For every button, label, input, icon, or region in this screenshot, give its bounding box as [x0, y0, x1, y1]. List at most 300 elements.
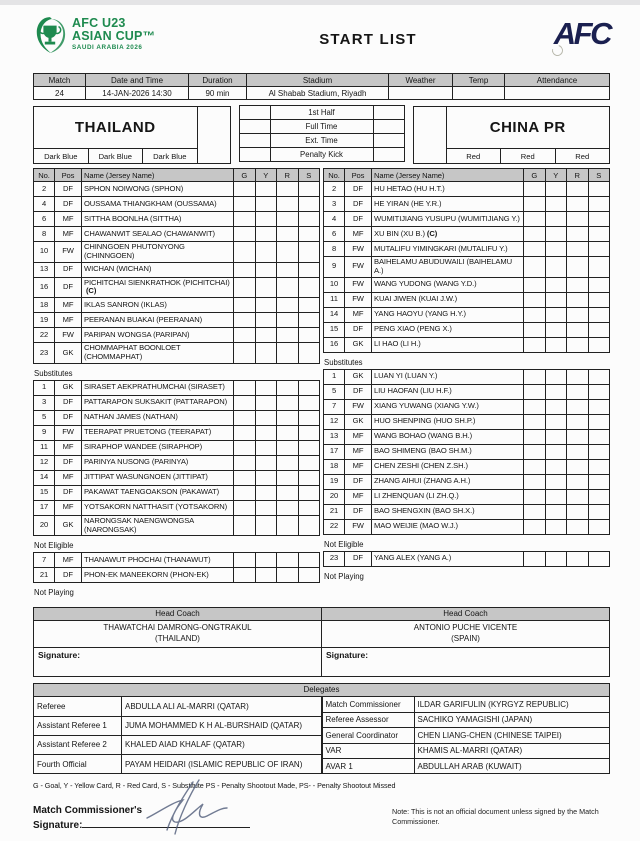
player-position: MF: [345, 307, 372, 322]
goal-cell: [524, 242, 546, 257]
player-name-text: NARONGSAK NAENGWONGSA (NARONGSAK): [84, 515, 194, 534]
substitute-cell: [298, 227, 320, 242]
match-info-value-cell: [453, 87, 505, 100]
substitute-cell: [298, 440, 320, 455]
player-name: [82, 277, 234, 298]
home-score-box: [239, 119, 271, 134]
yellow-card-cell: [545, 459, 567, 474]
substitute-cell: [298, 277, 320, 298]
player-name: [82, 182, 234, 197]
player-name-text: ZHANG AIHUI (ZHANG A.H.): [374, 476, 471, 486]
substitute-cell: [588, 444, 610, 459]
player-row: [34, 425, 320, 440]
red-card-cell: [277, 343, 299, 364]
player-number: 1: [34, 380, 55, 395]
col-header-red: R: [567, 169, 589, 182]
substitute-cell: [298, 500, 320, 515]
goal-cell: [234, 182, 256, 197]
player-row: [34, 470, 320, 485]
away-coach-title: Head Coach: [322, 608, 609, 621]
substitute-cell: [588, 212, 610, 227]
player-name-text: LUAN YI (LUAN Y.): [374, 371, 438, 381]
player-name: [82, 227, 234, 242]
col-header-yellow: Y: [255, 169, 277, 182]
goal-cell: [234, 380, 256, 395]
home-coach-name: [34, 621, 321, 648]
player-name: [372, 504, 524, 519]
goal-cell: [234, 440, 256, 455]
goal-cell: [524, 519, 546, 534]
red-card-cell: [277, 212, 299, 227]
player-position: DF: [55, 182, 82, 197]
player-position: FW: [55, 328, 82, 343]
player-name-text: JITTIPAT WASUNGNOEN (JITTIPAT): [84, 472, 208, 482]
yellow-card-cell: [255, 313, 277, 328]
player-name-text: HU HETAO (HU H.T.): [374, 183, 445, 193]
home-kit-colors: [34, 148, 197, 163]
player-name-text: HE YIRAN (HE Y.R.): [374, 198, 442, 208]
match-info-header-cell: Duration: [189, 74, 247, 87]
substitute-cell: [588, 337, 610, 352]
player-name: [372, 227, 524, 242]
red-card-cell: [277, 328, 299, 343]
document-footer: [33, 804, 610, 832]
player-position: MF: [345, 444, 372, 459]
player-row: [324, 429, 610, 444]
player-number: 5: [324, 384, 345, 399]
player-name-text: PATTARAPON SUKSAKIT (PATTARAPON): [84, 397, 228, 407]
player-number: 1: [324, 369, 345, 384]
goal-cell: [524, 182, 546, 197]
red-card-cell: [277, 485, 299, 500]
goal-cell: [234, 298, 256, 313]
player-name: [82, 485, 234, 500]
red-card-cell: [567, 182, 589, 197]
player-number: 23: [34, 343, 55, 364]
yellow-card-cell: [255, 395, 277, 410]
player-position: MF: [55, 227, 82, 242]
player-name-text: YANG HAOYU (YANG H.Y.): [374, 309, 466, 319]
player-position: GK: [55, 515, 82, 536]
col-header-name: Name (Jersey Name): [372, 169, 524, 182]
player-row: [34, 197, 320, 212]
player-number: 15: [324, 322, 345, 337]
player-number: 10: [324, 277, 345, 292]
player-name-text: BAO SHIMENG (BAO SH.M.): [374, 446, 472, 456]
player-row: [324, 242, 610, 257]
player-number: 9: [324, 257, 345, 278]
player-name: [82, 262, 234, 277]
player-position: FW: [345, 399, 372, 414]
red-card-cell: [277, 470, 299, 485]
yellow-card-cell: [545, 369, 567, 384]
substitute-cell: [588, 414, 610, 429]
tournament-name-line3: SAUDI ARABIA 2026: [72, 43, 143, 51]
delegate-name: SACHIKO YAMAGISHI (JAPAN): [414, 712, 610, 727]
player-row: [34, 455, 320, 470]
player-name-text: CHAWANWIT SEALAO (CHAWANWIT): [84, 228, 215, 238]
afc-logo: [518, 18, 610, 49]
goal-cell: [524, 384, 546, 399]
player-position: FW: [345, 277, 372, 292]
substitute-cell: [588, 399, 610, 414]
yellow-card-cell: [255, 277, 277, 298]
yellow-card-cell: [255, 553, 277, 568]
player-row: [324, 489, 610, 504]
head-coach-block: [33, 607, 610, 677]
home-coach-country: (THAILAND): [155, 634, 200, 644]
player-name: [372, 257, 524, 278]
player-name-text: TEERAPAT PRUETONG (TEERAPAT): [84, 427, 212, 437]
match-info-header-cell: Stadium: [247, 74, 389, 87]
red-card-cell: [567, 414, 589, 429]
substitute-cell: [588, 307, 610, 322]
player-number: 20: [34, 515, 55, 536]
goal-cell: [524, 227, 546, 242]
col-header-sub: S: [588, 169, 610, 182]
player-name-text: THANAWUT PHOCHAI (THANAWUT): [84, 554, 211, 564]
delegate-name: PAYAM HEIDARI (ISLAMIC REPUBLIC OF IRAN): [122, 755, 322, 774]
yellow-card-cell: [255, 298, 277, 313]
kit-color-cell: Dark Blue: [89, 149, 144, 163]
match-info-header-cell: Weather: [389, 74, 453, 87]
player-name-text: NATHAN JAMES (NATHAN): [84, 412, 178, 422]
page-title: START LIST: [319, 31, 417, 48]
player-name-text: SIRASET AEKPRATHUMCHAI (SIRASET): [84, 382, 225, 392]
player-name-text: LI HAO (LI H.): [374, 339, 421, 349]
goal-cell: [524, 337, 546, 352]
player-name: [82, 212, 234, 227]
substitute-cell: [588, 459, 610, 474]
player-name-text: LI ZHENQUAN (LI ZH.Q.): [374, 491, 459, 501]
player-name-text: SIRAPHOP WANDEE (SIRAPHOP): [84, 442, 203, 452]
delegate-row: [322, 743, 610, 758]
yellow-card-cell: [255, 262, 277, 277]
player-name-text: XU BIN (XU B.): [374, 228, 425, 238]
yellow-card-cell: [545, 519, 567, 534]
player-row: [34, 262, 320, 277]
player-number: 7: [34, 553, 55, 568]
delegate-name: KHAMIS AL-MARRI (QATAR): [414, 743, 610, 758]
red-card-cell: [277, 380, 299, 395]
player-number: 2: [34, 182, 55, 197]
away-score-side-cell: [413, 106, 446, 164]
goal-cell: [234, 425, 256, 440]
player-row: [34, 568, 320, 583]
goal-cell: [234, 500, 256, 515]
substitute-cell: [588, 384, 610, 399]
player-name: [372, 307, 524, 322]
player-name: [82, 242, 234, 263]
player-name-text: YOTSAKORN NATTHASIT (YOTSAKORN): [84, 502, 228, 512]
player-position: GK: [55, 343, 82, 364]
player-name: [372, 384, 524, 399]
player-position: DF: [55, 197, 82, 212]
red-card-cell: [567, 322, 589, 337]
player-number: 6: [34, 212, 55, 227]
yellow-card-cell: [545, 399, 567, 414]
goal-cell: [234, 343, 256, 364]
player-row: [324, 551, 610, 566]
delegate-row: [34, 716, 322, 735]
delegate-name: ILDAR GARIFULIN (KYRGYZ REPUBLIC): [414, 697, 610, 712]
yellow-card-cell: [545, 182, 567, 197]
yellow-card-cell: [255, 212, 277, 227]
red-card-cell: [567, 459, 589, 474]
player-row: [34, 410, 320, 425]
away-not-eligible-label: Not Eligible: [324, 539, 364, 549]
yellow-card-cell: [255, 568, 277, 583]
score-row: [239, 147, 405, 162]
player-row: [34, 515, 320, 536]
player-number: 11: [324, 292, 345, 307]
away-score-box: [373, 105, 405, 120]
player-row: [34, 298, 320, 313]
col-header-no: No.: [34, 169, 55, 182]
kit-color-cell: Red: [501, 149, 556, 163]
red-card-cell: [277, 227, 299, 242]
substitute-cell: [588, 369, 610, 384]
goal-cell: [524, 292, 546, 307]
player-number: 3: [324, 197, 345, 212]
substitute-cell: [298, 298, 320, 313]
player-position: DF: [55, 455, 82, 470]
player-row: [324, 337, 610, 352]
yellow-card-cell: [255, 197, 277, 212]
home-score-box: [239, 147, 271, 162]
home-substitutes-label: Substitutes: [34, 368, 73, 378]
away-team-block: [413, 106, 611, 164]
player-row: [34, 277, 320, 298]
player-position: DF: [55, 262, 82, 277]
away-starters-table: [323, 168, 610, 353]
yellow-card-cell: [255, 485, 277, 500]
substitute-cell: [588, 257, 610, 278]
match-info-table: [33, 73, 610, 100]
away-score-box: [373, 119, 405, 134]
substitute-cell: [298, 182, 320, 197]
goal-cell: [234, 455, 256, 470]
yellow-card-cell: [545, 414, 567, 429]
rosters: [33, 168, 610, 599]
col-header-yellow: Y: [545, 169, 567, 182]
player-row: [324, 257, 610, 278]
player-name: [372, 292, 524, 307]
red-card-cell: [277, 277, 299, 298]
score-row-label: 1st Half: [270, 105, 374, 120]
player-name: [82, 425, 234, 440]
red-card-cell: [277, 262, 299, 277]
player-row: [324, 444, 610, 459]
yellow-card-cell: [255, 410, 277, 425]
yellow-card-cell: [255, 182, 277, 197]
commissioner-signature-label: Signature:: [33, 819, 83, 831]
player-position: MF: [55, 440, 82, 455]
goal-cell: [234, 313, 256, 328]
player-row: [324, 307, 610, 322]
substitute-cell: [298, 197, 320, 212]
red-card-cell: [277, 197, 299, 212]
goal-cell: [524, 257, 546, 278]
goal-cell: [234, 395, 256, 410]
player-name: [372, 444, 524, 459]
substitute-cell: [588, 277, 610, 292]
player-position: DF: [345, 197, 372, 212]
player-row: [34, 380, 320, 395]
goal-cell: [234, 212, 256, 227]
yellow-card-cell: [545, 277, 567, 292]
player-position: DF: [345, 212, 372, 227]
substitute-cell: [588, 322, 610, 337]
home-substitutes-table: [33, 380, 320, 537]
delegate-row: [322, 712, 610, 727]
red-card-cell: [277, 313, 299, 328]
player-number: 16: [324, 337, 345, 352]
yellow-card-cell: [255, 380, 277, 395]
goal-cell: [234, 470, 256, 485]
goal-cell: [234, 568, 256, 583]
red-card-cell: [277, 410, 299, 425]
player-position: MF: [345, 459, 372, 474]
yellow-card-cell: [545, 444, 567, 459]
player-row: [324, 292, 610, 307]
player-number: 13: [324, 429, 345, 444]
substitute-cell: [298, 262, 320, 277]
red-card-cell: [567, 489, 589, 504]
delegate-role: Assistant Referee 2: [34, 735, 122, 754]
delegates-section: [33, 683, 610, 774]
yellow-card-cell: [545, 474, 567, 489]
delegate-role: General Coordinator: [322, 728, 414, 743]
player-position: FW: [55, 425, 82, 440]
substitute-cell: [298, 242, 320, 263]
player-name: [82, 197, 234, 212]
player-name-text: WUMITIJIANG YUSUPU (WUMITIJIANG Y.): [374, 213, 520, 223]
delegate-row: [322, 758, 610, 773]
goal-cell: [524, 429, 546, 444]
tournament-logo: [33, 14, 218, 63]
player-position: MF: [345, 489, 372, 504]
player-number: 23: [324, 551, 345, 566]
player-number: 8: [324, 242, 345, 257]
col-header-name: Name (Jersey Name): [82, 169, 234, 182]
player-name: [82, 410, 234, 425]
goal-cell: [524, 414, 546, 429]
player-name-text: WANG YUDONG (WANG Y.D.): [374, 279, 477, 289]
player-number: 7: [324, 399, 345, 414]
match-info-header-cell: Match: [34, 74, 86, 87]
player-number: 16: [34, 277, 55, 298]
away-roster-column: [323, 168, 610, 583]
captain-mark: (C): [86, 286, 97, 296]
substitute-cell: [298, 553, 320, 568]
player-name: [372, 459, 524, 474]
home-coach-name-text: THAWATCHAI DAMRONG-ONGTRAKUL: [103, 623, 252, 633]
substitute-cell: [588, 227, 610, 242]
home-team-name: THAILAND: [74, 119, 156, 136]
player-position: DF: [345, 504, 372, 519]
player-row: [324, 277, 610, 292]
yellow-card-cell: [255, 328, 277, 343]
away-substitutes-label: Substitutes: [324, 357, 363, 367]
substitute-cell: [298, 410, 320, 425]
goal-cell: [234, 485, 256, 500]
player-name-text: PARIPAN WONGSA (PARIPAN): [84, 329, 190, 339]
col-header-sub: S: [298, 169, 320, 182]
substitute-cell: [298, 470, 320, 485]
player-name: [372, 277, 524, 292]
player-number: 15: [34, 485, 55, 500]
yellow-card-cell: [255, 425, 277, 440]
col-header-pos: Pos: [55, 169, 82, 182]
score-row: [239, 133, 405, 148]
signature-line: [82, 818, 250, 828]
goal-cell: [524, 459, 546, 474]
player-row: [324, 519, 610, 534]
score-row-label: Full Time: [270, 119, 374, 134]
player-position: MF: [55, 298, 82, 313]
kit-color-cell: Red: [447, 149, 502, 163]
player-name-text: MAO WEIJIE (MAO W.J.): [374, 521, 458, 531]
commissioner-label-line1: Match Commissioner's: [33, 805, 143, 817]
delegate-name: JUMA MOHAMMED K H AL-BURSHAID (QATAR): [122, 716, 322, 735]
player-position: DF: [345, 551, 372, 566]
goal-cell: [524, 444, 546, 459]
footer-note: Note: This is not an official document unless signed by the Match Commissioner.: [392, 807, 599, 827]
roster-header-row: [34, 169, 320, 182]
red-card-cell: [567, 292, 589, 307]
yellow-card-cell: [545, 227, 567, 242]
substitute-cell: [588, 429, 610, 444]
player-position: MF: [345, 429, 372, 444]
red-card-cell: [567, 257, 589, 278]
player-position: FW: [345, 292, 372, 307]
delegate-role: AVAR 1: [322, 758, 414, 773]
goal-cell: [234, 515, 256, 536]
goal-cell: [234, 410, 256, 425]
score-block: [239, 106, 405, 164]
delegate-row: [322, 728, 610, 743]
player-name-text: PAKAWAT TAENGOAKSON (PAKAWAT): [84, 487, 220, 497]
tournament-name-line1: AFC U23: [72, 16, 126, 30]
goal-cell: [524, 369, 546, 384]
player-name: [372, 322, 524, 337]
match-info-header-cell: Date and Time: [86, 74, 189, 87]
yellow-card-cell: [255, 440, 277, 455]
player-position: GK: [345, 414, 372, 429]
player-number: 14: [324, 307, 345, 322]
red-card-cell: [277, 182, 299, 197]
match-info-value-cell: 24: [34, 87, 86, 100]
col-header-no: No.: [324, 169, 345, 182]
delegate-role: Fourth Official: [34, 755, 122, 774]
player-row: [324, 227, 610, 242]
substitute-cell: [298, 212, 320, 227]
player-position: MF: [55, 553, 82, 568]
red-card-cell: [277, 425, 299, 440]
abbreviation-legend: G - Goal, Y - Yellow Card, R - Red Card, S - Substitute PS - Penalty Shootout Made, PS- - Penalty Shootout Missed: [33, 781, 396, 791]
player-name-text: XIANG YUWANG (XIANG Y.W.): [374, 401, 479, 411]
yellow-card-cell: [255, 227, 277, 242]
substitute-cell: [588, 182, 610, 197]
player-name: [82, 298, 234, 313]
goal-cell: [234, 328, 256, 343]
player-row: [324, 182, 610, 197]
goal-cell: [524, 551, 546, 566]
yellow-card-cell: [545, 504, 567, 519]
home-coach-half: [34, 608, 321, 676]
goal-cell: [524, 277, 546, 292]
